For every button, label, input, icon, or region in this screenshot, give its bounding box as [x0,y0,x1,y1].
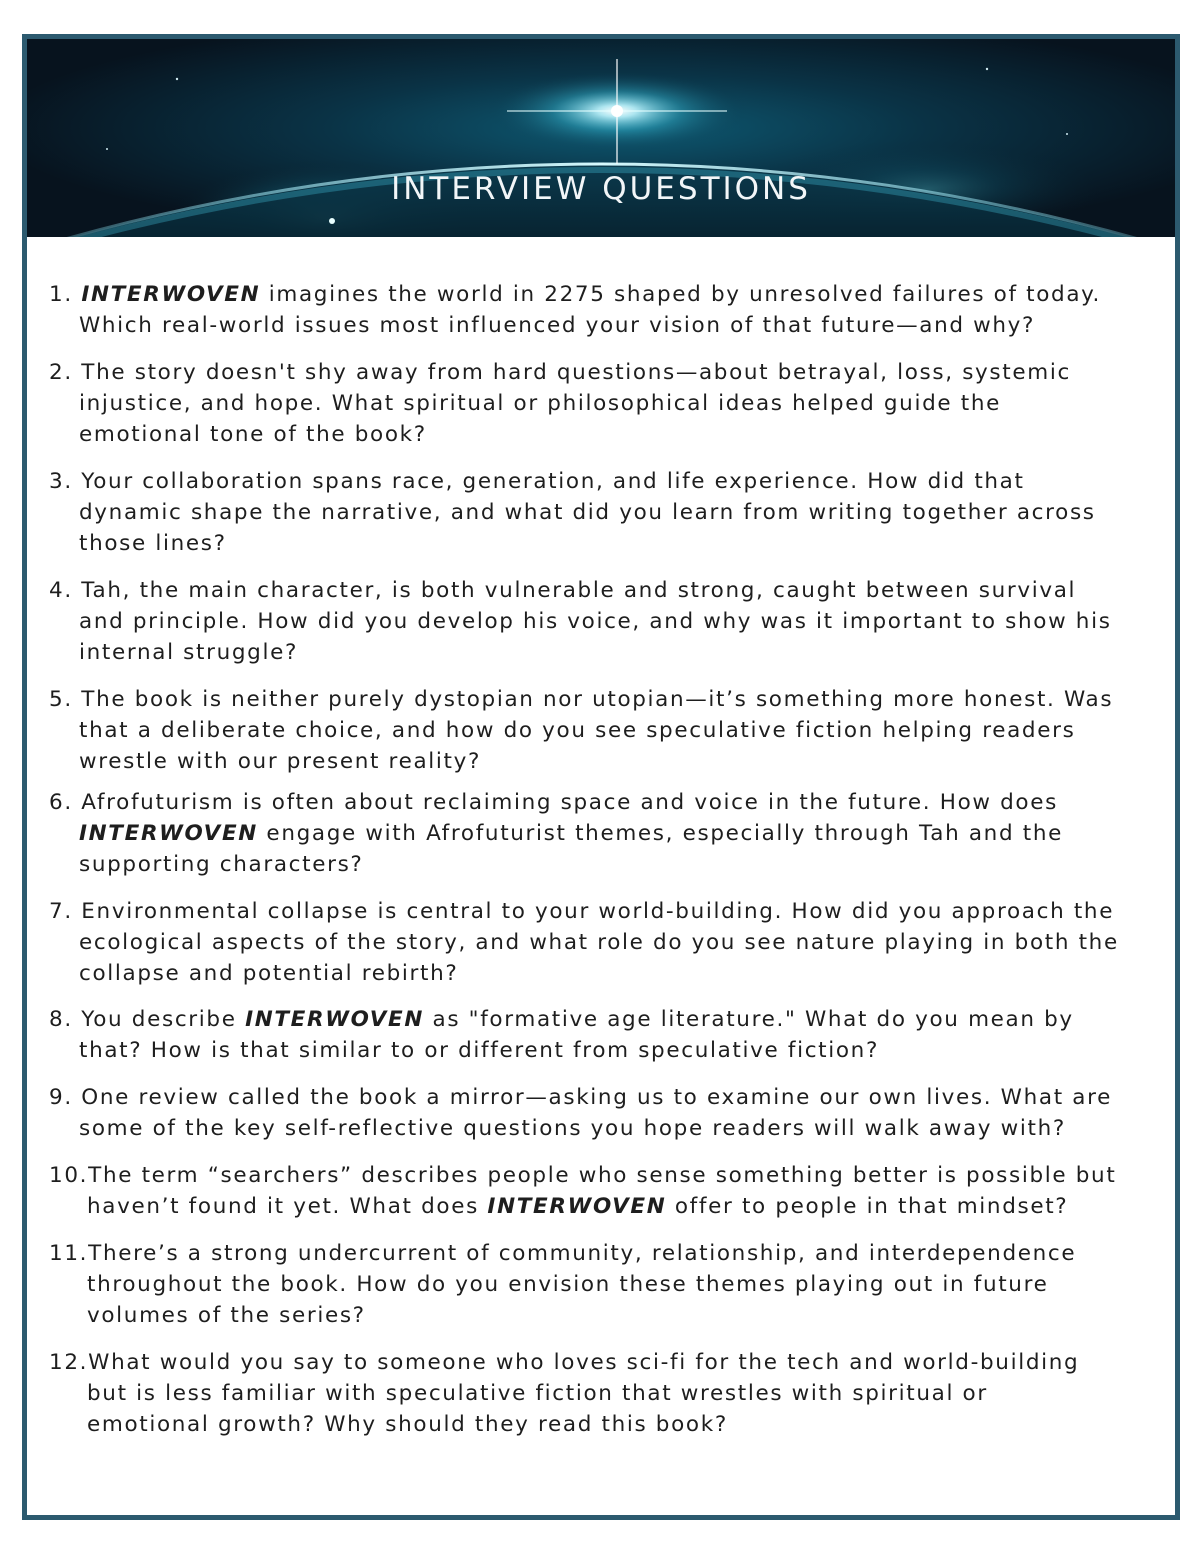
question-line [49,637,1149,668]
book-title-emphasis: INTERWOVEN [245,1007,425,1032]
question-text: dynamic shape the narrative, and what did you learn from writing together across [79,500,1096,525]
question-line [49,1378,1149,1409]
question-text: Your collaboration spans race, generation, and life experience. How did that [72,469,1025,494]
question-text: throughout the book. How do you envision these themes playing out in future [87,1272,1049,1297]
book-title-emphasis: INTERWOVEN [81,282,261,307]
header-banner [27,39,1175,237]
question-item [49,466,1149,559]
question-text: but is less familiar with speculative fiction that wrestles with spiritual or [87,1381,988,1406]
question-text: that a deliberate choice, and how do you see speculative fiction helping readers [79,718,1076,743]
question-number: 10. [49,1163,89,1188]
question-item [49,1004,1149,1066]
question-line [49,1269,1149,1300]
question-line [49,1191,1149,1222]
book-title-emphasis: INTERWOVEN [79,821,258,846]
question-text: What would you say to someone who loves sci-fi for the tech and world-building [88,1350,1080,1375]
page-title: INTERVIEW QUESTIONS [391,171,811,207]
question-text: imagines the world in 2275 shaped by unresolved failures of today. [260,282,1101,307]
question-text: Which real-world issues most influenced your vision of that future—and why? [79,313,1036,338]
question-text: haven’t found it yet. What does [87,1194,488,1219]
question-line [49,1004,1149,1035]
question-line [49,388,1149,419]
question-text: The story doesn't shy away from hard questions—about betrayal, loss, systemic [72,360,1071,385]
question-line [49,818,1149,849]
question-line [49,746,1149,777]
question-line [49,1409,1149,1440]
question-line [49,1238,1149,1269]
question-line [49,849,1149,880]
star-core [611,105,623,117]
question-number: 5. [49,687,73,712]
question-text: some of the key self-reflective questions you hope readers will walk away with? [79,1116,1066,1141]
question-text: supporting characters? [79,852,364,877]
question-line [49,1113,1149,1144]
question-text: Afrofuturism is often about reclaiming space and voice in the future. How does [72,790,1058,815]
question-line [49,1082,1149,1113]
star-dot [106,148,108,150]
question-number: 11. [49,1241,89,1266]
question-line [49,357,1149,388]
question-line [49,606,1149,637]
question-text: volumes of the series? [87,1303,366,1328]
question-line [49,715,1149,746]
question-number: 7. [49,899,73,924]
question-item [49,684,1149,777]
question-line [49,896,1149,927]
star-dot [1066,133,1068,135]
question-item [49,1160,1149,1222]
question-text: One review called the book a mirror—asking us to examine our own lives. What are [72,1085,1112,1110]
star-dot [986,68,988,70]
question-line [49,497,1149,528]
question-text: engage with Afrofuturist themes, especially through Tah and the [257,821,1063,846]
book-title-emphasis: INTERWOVEN [487,1194,667,1219]
question-line [49,1300,1149,1331]
question-text: collapse and potential rebirth? [79,961,459,986]
question-line [49,575,1149,606]
question-number: 8. [49,1007,73,1032]
question-item [49,357,1149,450]
question-text: emotional tone of the book? [79,422,427,447]
question-line [49,1035,1149,1066]
question-text: There’s a strong undercurrent of community, relationship, and interdependence [88,1241,1077,1266]
question-text: You describe [72,1007,246,1032]
question-text: that? How is that similar to or different from speculative fiction? [79,1038,880,1063]
question-text: as "formative age literature." What do you mean by [424,1007,1074,1032]
question-line [49,927,1149,958]
page-frame [22,34,1180,1520]
star-dot [176,78,178,80]
question-number: 6. [49,790,73,815]
question-line [49,466,1149,497]
question-item [49,1347,1149,1440]
question-number: 1. [49,282,73,307]
question-item [49,279,1149,341]
question-line [49,1347,1149,1378]
question-number: 3. [49,469,73,494]
question-line [49,310,1149,341]
space-horizon-image [27,39,1175,237]
question-item [49,896,1149,989]
question-text: The book is neither purely dystopian nor utopian—it’s something more honest. Was [72,687,1114,712]
question-text: and principle. How did you develop his voice, and why was it important to show his [79,609,1112,634]
question-text: emotional growth? Why should they read this book? [87,1412,728,1437]
question-line [49,1160,1149,1191]
question-line [49,684,1149,715]
question-text: offer to people in that mindset? [666,1194,1069,1219]
question-number: 9. [49,1085,73,1110]
question-item [49,575,1149,668]
question-text: Environmental collapse is central to your world-building. How did you approach the [72,899,1115,924]
question-text: The term “searchers” describes people who sense something better is possible but [88,1163,1117,1188]
question-number: 12. [49,1350,89,1375]
question-text: wrestle with our present reality? [79,749,482,774]
question-item [49,787,1149,880]
question-line [49,787,1149,818]
question-line [49,419,1149,450]
question-item [49,1238,1149,1331]
question-text: those lines? [79,531,227,556]
star-small [329,218,335,224]
question-text: internal struggle? [79,640,299,665]
question-line [49,528,1149,559]
question-line [49,279,1149,310]
question-text: ecological aspects of the story, and what role do you see nature playing in both the [79,930,1119,955]
question-number: 2. [49,360,73,385]
question-number: 4. [49,578,73,603]
question-item [49,1082,1149,1144]
question-text: injustice, and hope. What spiritual or philosophical ideas helped guide the [79,391,1001,416]
question-text: Tah, the main character, is both vulnerable and strong, caught between survival [72,578,1077,603]
question-line [49,958,1149,989]
